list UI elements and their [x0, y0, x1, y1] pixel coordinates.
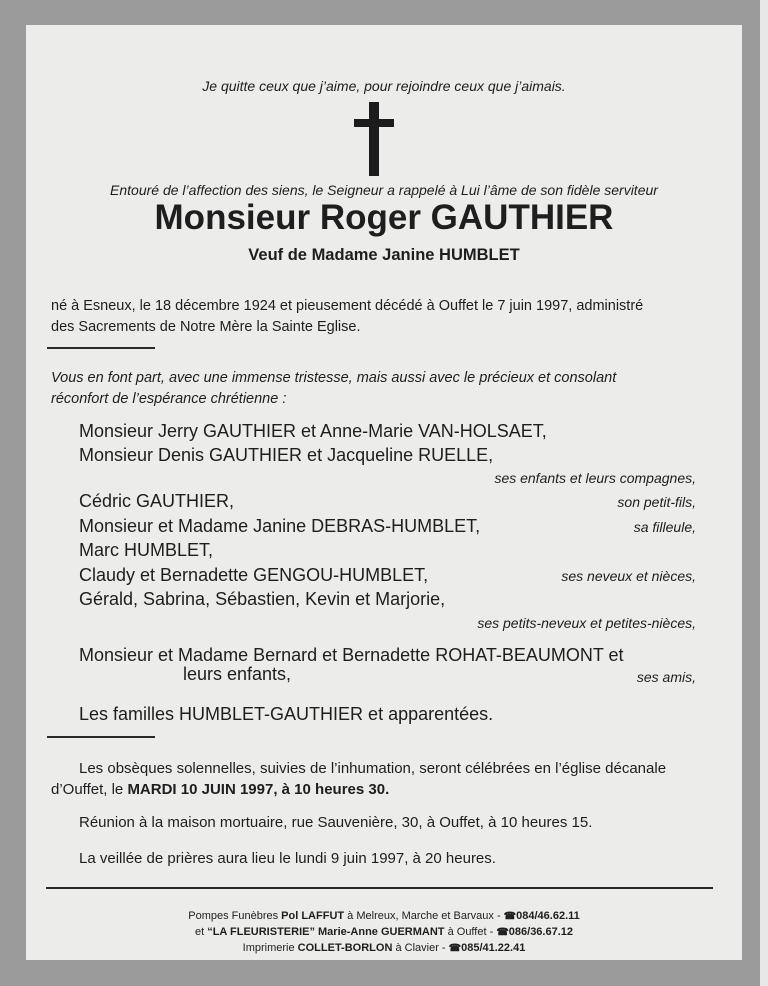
- funeral-line: Les obsèques solennelles, suivies de l’inhumation, seront célébrées en l’église décanale: [79, 760, 667, 777]
- announcement-line: Vous en font part, avec une immense tristesse, mais aussi avec le précieux et consolant: [51, 370, 617, 386]
- relation-nephews: ses neveux et nièces,: [561, 568, 696, 584]
- phone-icon: ☎: [496, 927, 509, 938]
- relation-friends: ses amis,: [636, 669, 696, 685]
- footer-text: à Ouffet -: [444, 926, 497, 938]
- funeral-card: [26, 25, 742, 960]
- footer-text: et: [194, 926, 208, 938]
- divider: [47, 736, 155, 738]
- birth-death-paragraph: [51, 296, 643, 338]
- footer-line-florist: [26, 924, 742, 941]
- family-member-nephew: Marc HUMBLET,: [79, 540, 214, 560]
- epigraph: Je quitte ceux que j’aime, pour rejoindre ceux que j’aimais.: [202, 78, 566, 94]
- footer-text: Pompes Funèbres: [188, 910, 282, 922]
- family-member-friends: Monsieur et Madame Bernard et Bernadette ROHAT-BEAUMONT et: [79, 645, 624, 665]
- vigil-paragraph: La veillée de prières aura lieu le lundi 9 juin 1997, à 20 heures.: [79, 850, 496, 867]
- relation-children: ses enfants et leurs compagnes,: [494, 470, 696, 486]
- family-member-friends: leurs enfants,: [183, 664, 292, 684]
- relation-grandson: son petit-fils,: [617, 494, 696, 510]
- reunion-paragraph: Réunion à la maison mortuaire, rue Sauvenière, 30, à Ouffet, à 10 heures 15.: [79, 814, 593, 831]
- family-member-grandnephews: Gérald, Sabrina, Sébastien, Kevin et Marjorie,: [79, 589, 446, 609]
- florist-name: “LA FLEURISTERIE” Marie-Anne GUERMANT: [207, 926, 445, 938]
- footer-text: à Clavier -: [392, 942, 449, 954]
- footer-text: à Melreux, Marche et Barvaux -: [344, 910, 504, 922]
- relation-goddaughter: sa filleule,: [633, 519, 696, 535]
- phone-number: 084/46.62.11: [516, 910, 580, 922]
- divider: [47, 347, 155, 349]
- footer-divider: [46, 887, 713, 889]
- related-families: Les familles HUMBLET-GAUTHIER et apparentées.: [79, 704, 494, 724]
- relation-grandnephews: ses petits-neveux et petites-nièces,: [477, 615, 696, 631]
- widow-of: Veuf de Madame Janine HUMBLET: [248, 246, 520, 264]
- footer-text: Imprimerie: [242, 942, 298, 954]
- family-member-goddaughter: Monsieur et Madame Janine DEBRAS-HUMBLET,: [79, 516, 481, 536]
- phone-number: 086/36.67.12: [508, 926, 574, 938]
- scan-edge: [760, 0, 768, 986]
- intro-text: Entouré de l’affection des siens, le Seigneur a rappelé à Lui l’âme de son fidèle serviteur: [110, 182, 658, 198]
- cross-icon: [354, 102, 394, 176]
- family-member-nephew: Claudy et Bernadette GENGOU-HUMBLET,: [79, 565, 429, 585]
- funeral-paragraph: [51, 758, 666, 800]
- birth-death-line: des Sacrements de Notre Mère la Sainte Eglise.: [51, 319, 361, 335]
- phone-number: 085/41.22.41: [461, 942, 526, 954]
- family-member-child: Monsieur Denis GAUTHIER et Jacqueline RUELLE,: [79, 445, 494, 465]
- announcement-line: réconfort de l’espérance chrétienne :: [51, 391, 287, 407]
- funeral-line-prefix: d’Ouffet, le: [51, 781, 128, 798]
- deceased-name: Monsieur Roger GAUTHIER: [154, 198, 614, 237]
- phone-icon: ☎: [503, 911, 517, 922]
- printer-name: COLLET-BORLON: [297, 942, 393, 954]
- family-member-child: Monsieur Jerry GAUTHIER et Anne-Marie VAN-HOLSAET,: [79, 421, 547, 441]
- birth-death-line: né à Esneux, le 18 décembre 1924 et pieusement décédé à Ouffet le 7 juin 1997, administré: [51, 298, 644, 314]
- family-member-grandson: Cédric GAUTHIER,: [79, 491, 235, 511]
- phone-icon: ☎: [448, 943, 462, 954]
- funeral-home-name: Pol LAFFUT: [281, 910, 345, 922]
- announcement-paragraph: [51, 368, 616, 410]
- funeral-date: MARDI 10 JUIN 1997, à 10 heures 30.: [127, 781, 390, 798]
- footer-line-printer: [26, 940, 742, 957]
- footer-line-funeral-home: [26, 908, 742, 925]
